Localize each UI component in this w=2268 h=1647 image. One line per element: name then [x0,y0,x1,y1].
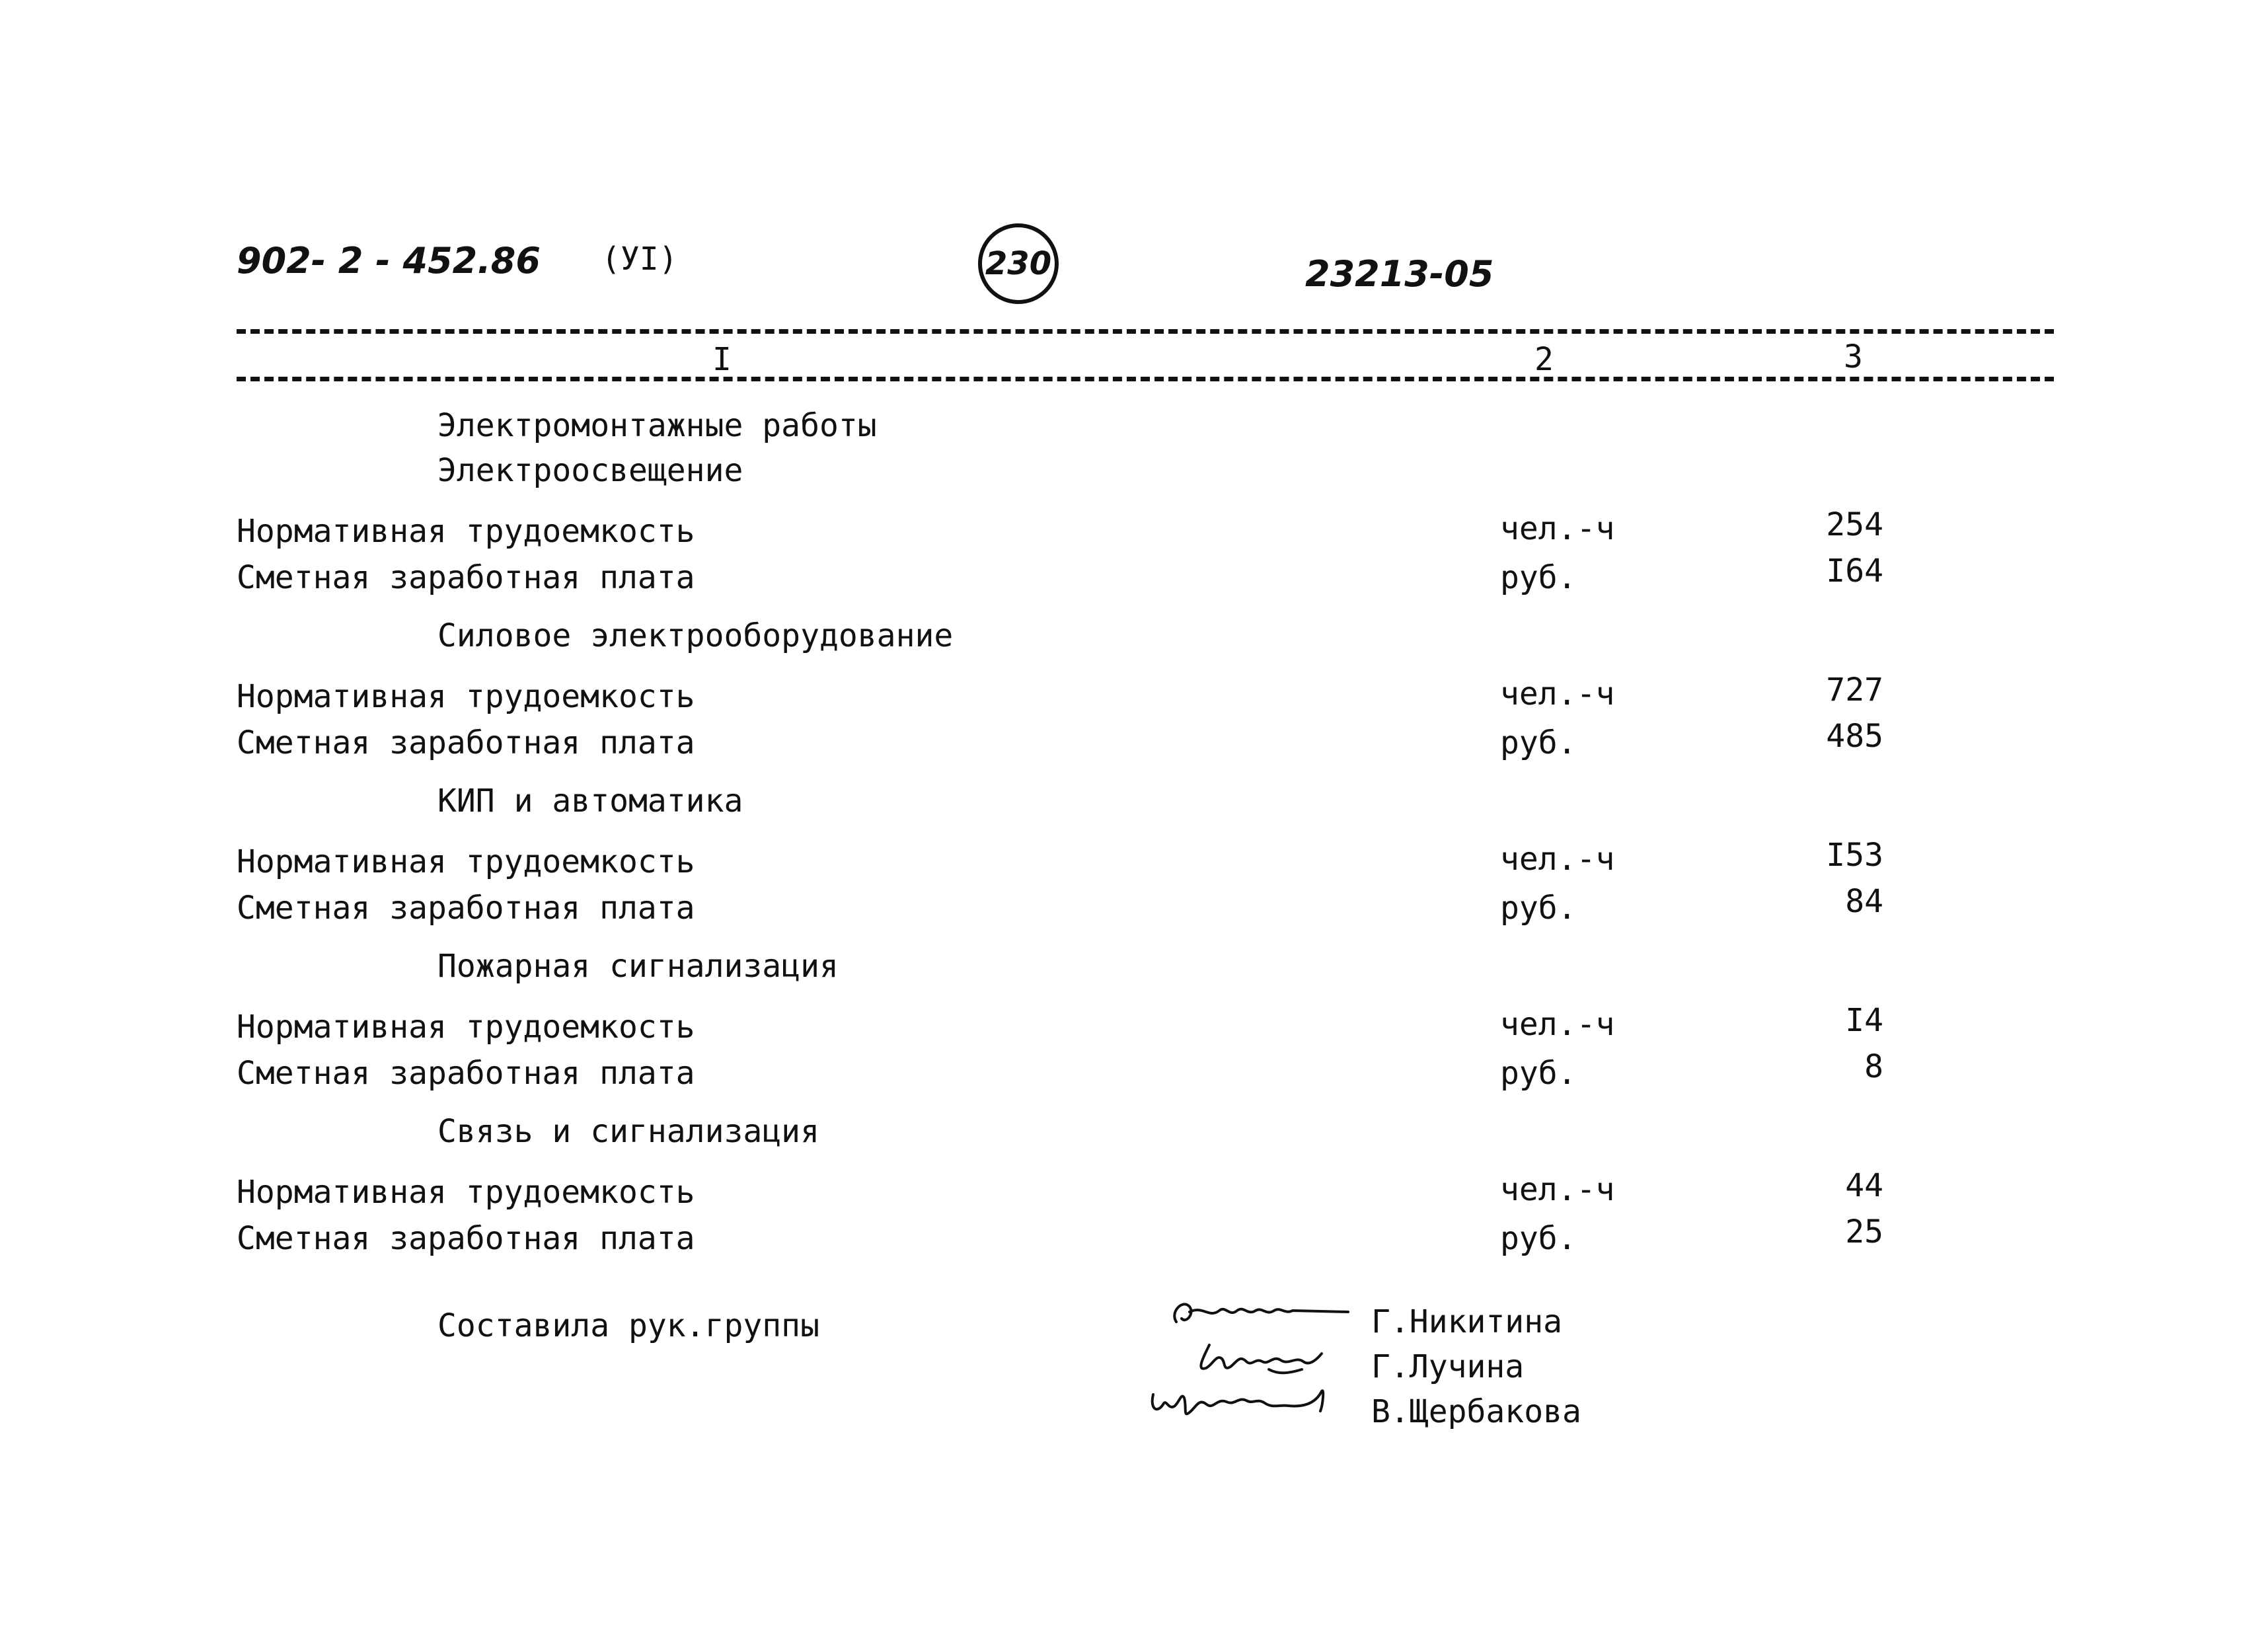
row-unit: руб. [1500,1220,1577,1257]
document-title: Электромонтажные работы [437,407,877,444]
volume-label: (УI) [601,241,678,278]
row-value: I53 [1826,837,1883,874]
signature-nikitina [1163,1292,1355,1332]
row-value: 254 [1826,506,1883,543]
column-header-3: 3 [1844,338,1863,375]
signature-luchina [1190,1335,1348,1381]
row-value: 727 [1826,671,1883,709]
row-label: Нормативная трудоемкость [237,1009,695,1046]
doc-number: 902- 2 - 452.86 [237,240,541,282]
row-value: 8 [1864,1048,1883,1085]
row-label: Нормативная трудоемкость [237,513,695,550]
row-label: Сметная заработная плата [237,890,695,927]
row-value: 485 [1826,718,1883,755]
row-label: Нормативная трудоемкость [237,1174,695,1211]
section-title: Электроосвещение [437,452,743,489]
section-title: Силовое электрооборудование [437,617,954,654]
row-value: I64 [1826,553,1883,590]
signer-name: Г.Лучина [1371,1348,1525,1385]
row-value: 84 [1845,883,1883,920]
compiled-by-label: Составила рук.группы [437,1307,819,1344]
row-label: Нормативная трудоемкость [237,678,695,715]
section-title: Связь и сигнализация [437,1113,819,1150]
sheet-code: 23213-05 [1305,253,1494,295]
row-unit: руб. [1500,1055,1577,1092]
header-rule-bottom [237,377,2054,381]
row-value: 44 [1845,1167,1883,1204]
header-rule-top [237,329,2054,334]
page-number-stamp [978,223,1059,304]
row-value: I4 [1845,1002,1883,1039]
row-unit: чел.-ч [1500,1006,1615,1043]
row-unit: руб. [1500,559,1577,596]
row-label: Сметная заработная плата [237,724,695,761]
signature-shcherbakova [1143,1378,1348,1428]
signer-name: Г.Никитина [1371,1303,1562,1340]
row-label: Сметная заработная плата [237,1055,695,1092]
row-unit: руб. [1500,890,1577,927]
section-title: Пожарная сигнализация [437,948,839,985]
row-unit: руб. [1500,724,1577,761]
row-label: Сметная заработная плата [237,1220,695,1257]
signer-name: В.Щербакова [1371,1393,1581,1430]
column-header-1: I [712,341,732,378]
row-unit: чел.-ч [1500,675,1615,712]
row-label: Сметная заработная плата [237,559,695,596]
section-title: КИП и автоматика [437,783,743,820]
row-unit: чел.-ч [1500,1171,1615,1208]
column-header-2: 2 [1534,341,1554,378]
row-unit: чел.-ч [1500,510,1615,547]
row-unit: чел.-ч [1500,841,1615,878]
row-value: 25 [1845,1213,1883,1250]
page-number: 230 [985,245,1052,282]
row-label: Нормативная трудоемкость [237,843,695,880]
